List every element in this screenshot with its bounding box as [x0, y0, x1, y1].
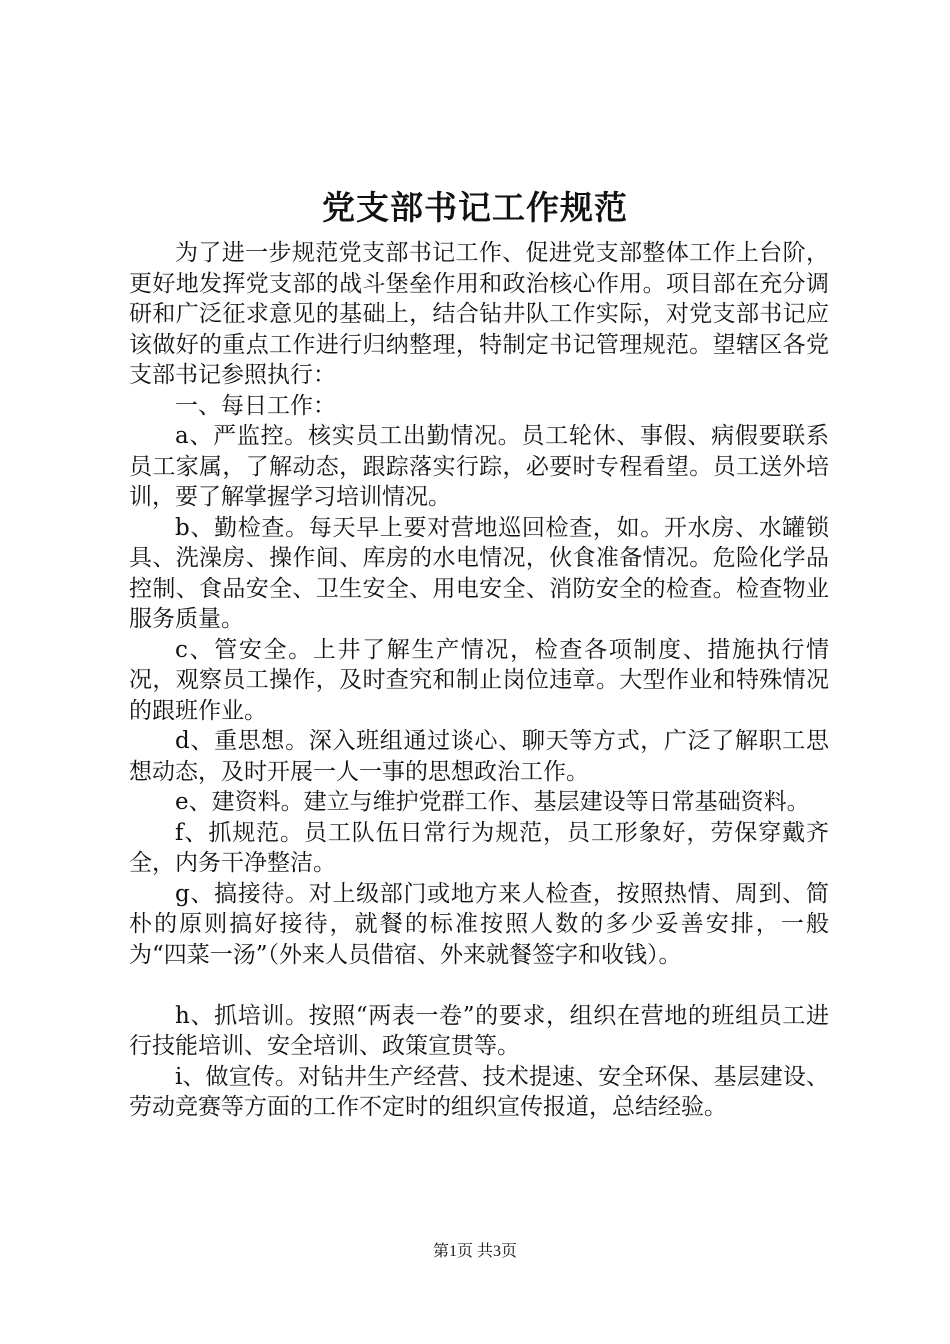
item-e-paragraph: e、建资料。建立与维护党群工作、基层建设等日常基础资料。 [175, 789, 810, 815]
blank-line [129, 970, 829, 1001]
document-title: 党支部书记工作规范 [322, 188, 628, 227]
item-f-paragraph: f、抓规范。员工队伍日常行为规范，员工形象好，劳保穿戴齐全，内务干净整洁。 [129, 819, 829, 876]
document-body [129, 238, 829, 1123]
item-c-paragraph: c、管安全。上井了解生产情况，检查各项制度、措施执行情况，观察员工操作，及时查究和制止岗位违章。大型作业和特殊情况的跟班作业。 [129, 636, 829, 724]
item-a-paragraph: a、严监控。核实员工出勤情况。员工轮休、事假、病假要联系员工家属，了解动态，跟踪落实行踪，必要时专程看望。员工送外培训，要了解掌握学习培训情况。 [129, 423, 829, 510]
item-g-paragraph: g、搞接待。对上级部门或地方来人检查，按照热情、周到、简朴的原则搞好接待，就餐的标准按照人数的多少妥善安排，一般为“四菜一汤”（外来人员借宿、外来就餐签字和收钱）。 [129, 880, 829, 968]
intro-paragraph: 为了进一步规范党支部书记工作、促进党支部整体工作上台阶，更好地发挥党支部的战斗堡垒作用和政治核心作用。项目部在充分调研和广泛征求意见的基础上，结合钻井队工作实际，对党支部书记应该做好的重点工作进行归纳整理，特制定书记管理规范。望辖区各党支部书记参照执行： [129, 240, 829, 388]
item-b-paragraph: b、勤检查。每天早上要对营地巡回检查，如。开水房、水罐锁具、洗澡房、操作间、库房的水电情况，伙食准备情况。危险化学品控制、食品安全、卫生安全、用电安全、消防安全的检查。检查物业服务质量。 [129, 514, 829, 632]
page-footer: 第1页 共3页 [432, 1243, 517, 1260]
item-h-paragraph: h、抓培训。按照“两表一卷”的要求，组织在营地的班组员工进行技能培训、安全培训、政策宣贯等。 [129, 1002, 829, 1059]
item-d-paragraph: d、重思想。深入班组通过谈心、聊天等方式，广泛了解职工思想动态，及时开展一人一事的思想政治工作。 [129, 728, 829, 785]
section-heading-daily-work: 一、每日工作： [175, 392, 336, 419]
item-i-paragraph: i、做宣传。对钻井生产经营、技术提速、安全环保、基层建设、劳动竞赛等方面的工作不定时的组织宣传报道，总结经验。 [129, 1063, 829, 1120]
